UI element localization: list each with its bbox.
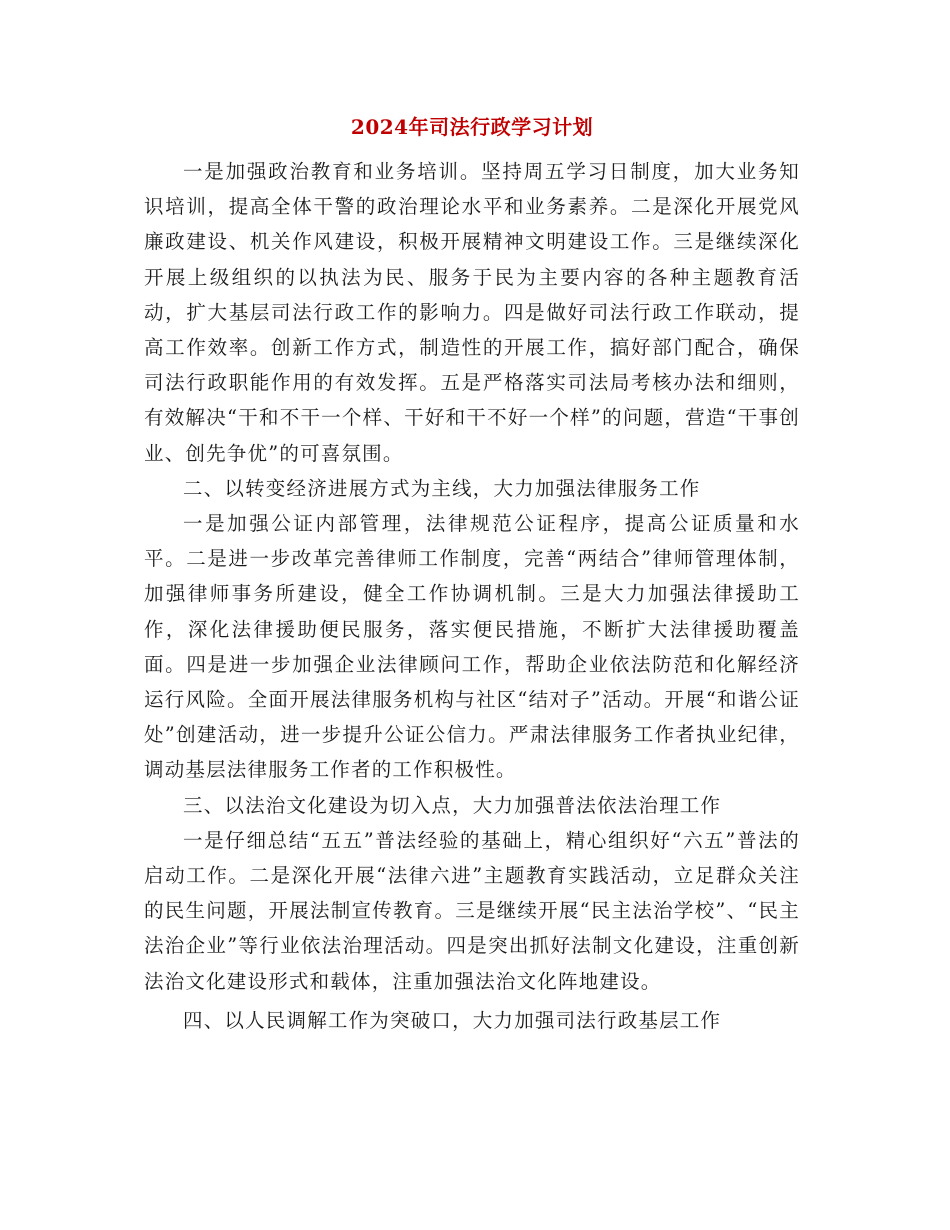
paragraph-1: 一是加强政治教育和业务培训。坚持周五学习日制度，加大业务知识培训，提高全体干警的政治理论水平和业务素养。二是深化开展党风廉政建设、机关作风建设，积极开展精神文明建设工作。三是继续深化开展上级组织的以执法为民、服务于民为主要内容的各种主题教育活动，扩大基层司法行政工作的影响力。四是做好司法行政工作联动，提高工作效率。创新工作方式，制造性的开展工作，搞好部门配合，确保司法行政职能作用的有效发挥。五是严格落实司法局考核办法和细则，有效解决“干和不干一个样、干好和干不好一个样”的问题，营造“干事创业、创先争优”的可喜氛围。 <box>144 160 800 465</box>
document-title: 2024年司法行政学习计划 <box>350 115 594 139</box>
section-heading-3: 三、以法治文化建设为切入点，大力加强普法依法治理工作 <box>183 793 722 817</box>
paragraph-3: 一是仔细总结“五五”普法经验的基础上，精心组织好“六五”普法的启动工作。二是深化开展“法律六进”主题教育实践活动，立足群众关注的民生问题，开展法制宣传教育。三是继续开展“民主法治学校”、“民主法治企业”等行业依法治理活动。四是突出抓好法制文化建设，注重创新法治文化建设形式和载体，注重加强法治文化阵地建设。 <box>144 828 800 993</box>
section-heading-4: 四、以人民调解工作为突破口，大力加强司法行政基层工作 <box>183 1008 722 1032</box>
paragraph-2: 一是加强公证内部管理，法律规范公证程序，提高公证质量和水平。二是进一步改革完善律师工作制度，完善“两结合”律师管理体制，加强律师事务所建设，健全工作协调机制。三是大力加强法律援助工作，深化法律援助便民服务，落实便民措施，不断扩大法律援助覆盖面。四是进一步加强企业法律顾问工作，帮助企业依法防范和化解经济运行风险。全面开展法律服务机构与社区“结对子”活动。开展“和谐公证处”创建活动，进一步提升公证公信力。严肃法律服务工作者执业纪律，调动基层法律服务工作者的工作积极性。 <box>144 512 800 782</box>
section-heading-2: 二、以转变经济进展方式为主线，大力加强法律服务工作 <box>183 476 701 500</box>
